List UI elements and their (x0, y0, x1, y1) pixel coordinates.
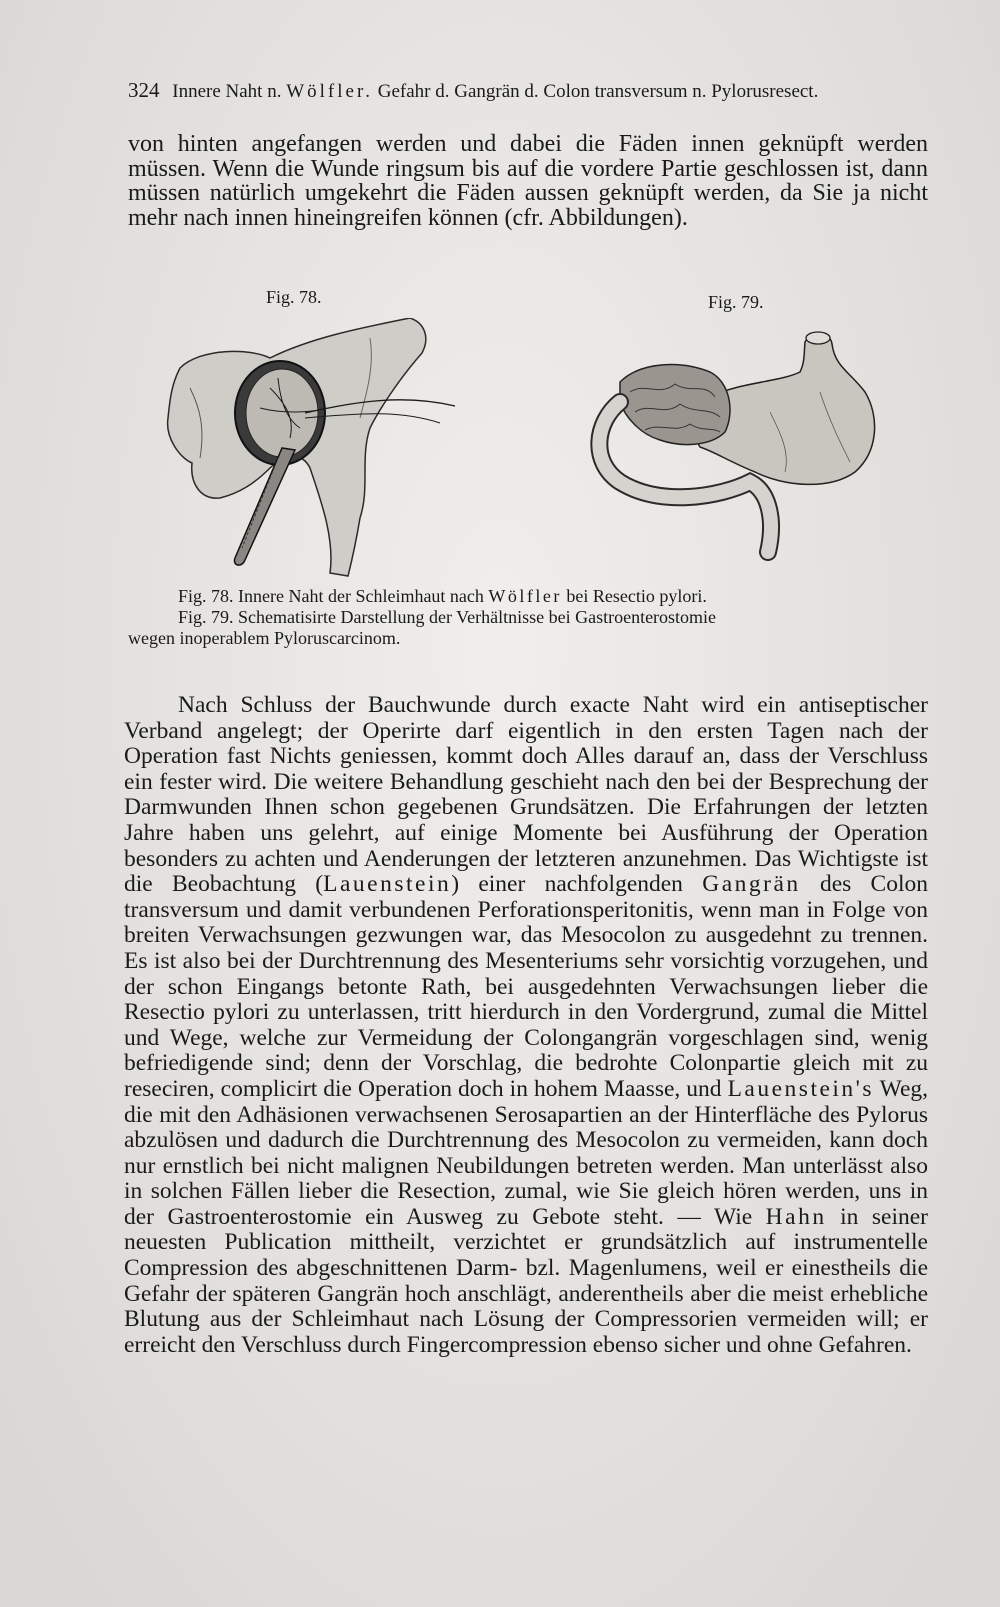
paragraph-main (124, 693, 928, 1358)
fig78-illustration (160, 318, 470, 578)
caption-fig78-post: bei Resectio pylori. (566, 586, 707, 606)
caption-fig78-author: Wölfler (488, 586, 562, 606)
main-text-2: ) einer nachfolgenden (451, 871, 703, 898)
main-text-3: des Colon transversum und damit verbundenen Perforationsperitonitis, wenn man in Folge von breiten Verwachsungen gezwungen war, das Mesocolon zu ausgedehnt zu trennen. Es ist also bei der Durchtrennung des Mesenteriums sehr vorsichtig vorzugehen, und der schon Eingangs betonte Rath, bei ausgedehnten Verwachsungen lieber die Resectio pylori zu unterlassen, tritt hierdurch in den Vordergrund, zumal die Mittel und Wege, welche zur Vermeidung der Colongangrän vorgeschlagen sind, wenig befriedigende sind; denn der Vorschlag, die bedrohte Colonpartie gleich mit zu reseciren, complicirt die Operation doch in hohem Maasse, und (124, 871, 929, 1102)
fig79-label: Fig. 79. (708, 292, 764, 312)
fig78-label: Fig. 78. (266, 287, 322, 307)
term-gangraen: Gangrän (702, 871, 801, 898)
caption-fig78-pre: Fig. 78. Innere Naht der Schleimhaut nach (178, 586, 484, 606)
name-lauenstein-2: Lauenstein's (727, 1075, 875, 1102)
main-text-1: Nach Schluss der Bauchwunde durch exacte Naht wird ein antiseptischer Verband angelegt; der Operirte darf eigentlich in den ersten Tagen nach der Operation fast Nichts geniessen, kommt doch Alles darauf an, dass der Verschluss ein fester wird. Die weitere Behandlung geschieht nach den bei der Besprechung der Darmwunden Ihnen schon gegebenen Grundsätzen. Die Erfahrungen der letzten Jahre haben uns gelehrt, auf einige Momente bei Ausführung der Operation besonders zu achten und Aenderungen der letzteren anzunehmen. Das Wichtigste ist die Beobachtung ( (124, 692, 928, 898)
paragraph-top: von hinten angefangen werden und dabei die Fäden innen geknüpft werden müssen. Wenn die Wunde ringsum bis auf die vordere Partie geschlossen ist, dann müssen natürlich umgekehrt die Fäden aussen geknüpft werden, da Sie ja nicht mehr nach innen hineingreifen können (cfr. Abbildungen). (128, 131, 928, 231)
main-text-5: in seiner neuesten Publication mittheilt, verzichtet er grundsätzlich auf instrumentelle Compression des abgeschnittenen Darm- bzl. Magenlumens, weil er einestheils die Gefahr der späteren Gangrän hoch anschlägt, anderentheils aber die meist erhebliche Blutung aus der Schleimhaut nach Lösung der Compressorien vermeiden will; er erreicht den Verschluss durch Fingercompression ebenso sicher und ohne Gefahren. (124, 1203, 928, 1358)
name-lauenstein: Lauenstein (323, 871, 452, 898)
header-author: Wölfler. (286, 81, 373, 102)
caption-fig79-cont: wegen inoperablem Pyloruscarcinom. (128, 628, 401, 648)
caption-fig79: Fig. 79. Schematisirte Darstellung der Verhältnisse bei Gastroenterostomie (178, 607, 717, 627)
running-header (128, 78, 928, 103)
intestine-drawing (168, 318, 455, 576)
main-text-4: Weg, die mit den Adhäsionen verwachsenen Serosapartien an der Hinterfläche des Pylorus abzulösen und dadurch die Durchtrennung des Mesocolon zu vermeiden, kann doch nur ernstlich bei nicht malignen Neubildungen betreten werden. Man unterlässt also in solchen Fällen lieber die Resection, zumal, wie Sie gleich hören werden, uns in der Gastroenterostomie ein Ausweg zu Gebote steht. — Wie (124, 1075, 929, 1230)
caption-fig78 (128, 586, 928, 607)
figure-captions (128, 586, 928, 649)
header-title-post: Gefahr d. Gangrän d. Colon transversum n. Pylorusresect. (377, 81, 819, 102)
header-title-pre: Innere Naht n. (172, 81, 282, 102)
name-hahn: Hahn (765, 1203, 827, 1230)
stomach-drawing (599, 332, 874, 552)
fig79-illustration (590, 322, 900, 562)
page-number: 324 (128, 78, 160, 102)
